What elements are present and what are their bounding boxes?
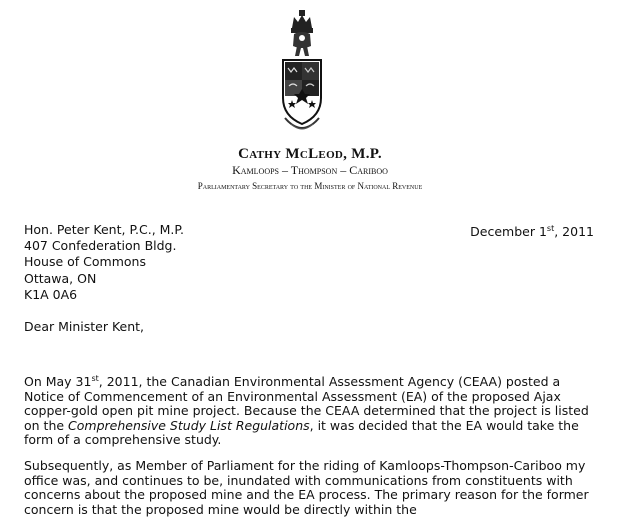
- paragraph-text: , it was decided that the EA would take the form of a comprehensive study.: [24, 417, 579, 448]
- date-text: December 1: [470, 224, 547, 240]
- body-paragraph: Subsequently, as Member of Parliament for the riding of Kamloops-Thompson-Cariboo my office was, and continues to be, inundated with communications from constituents with concerns about the proposed mine and the EA process. The primary reason for the former concern is that the proposed mine would be directly within the: [24, 458, 589, 517]
- lion-icon: [293, 32, 311, 56]
- crown-icon: [291, 10, 313, 33]
- coat-of-arms-crest: [275, 8, 329, 138]
- date-ordinal: st: [546, 224, 555, 233]
- regulation-title: Comprehensive Study List Regulations: [68, 417, 310, 433]
- recipient-line: Hon. Peter Kent, P.C., M.P.: [24, 222, 184, 237]
- recipient-line: Ottawa, ON: [24, 270, 97, 286]
- mp-name: Cathy McLeod, M.P.: [238, 146, 382, 162]
- mp-title: Parliamentary Secretary to the Minister of National Revenue: [197, 181, 423, 191]
- paragraph-text: , 2011, the Canadian Environmental Assessment Agency (CEAA) posted a Notice of Commencement of an Environmental Assessment (EA) of the proposed Ajax copper-gold open pit mine project. Because the CEAA determined that the project is listed on the: [24, 374, 589, 433]
- date-year: , 2011: [554, 224, 594, 240]
- recipient-line: 407 Confederation Bldg.: [24, 238, 177, 254]
- letter-date: [470, 224, 594, 239]
- riding-name: Kamloops – Thompson – Cariboo: [232, 163, 388, 177]
- body-paragraph: [24, 372, 602, 448]
- recipient-line: K1A 0A6: [24, 286, 78, 302]
- recipient-address: [24, 222, 184, 303]
- salutation: Dear Minister Kent,: [24, 319, 145, 334]
- recipient-line: House of Commons: [24, 254, 146, 270]
- paragraph-ordinal: st: [91, 374, 99, 383]
- paragraph-text: On May 31: [24, 374, 92, 390]
- shield-icon: [283, 60, 321, 124]
